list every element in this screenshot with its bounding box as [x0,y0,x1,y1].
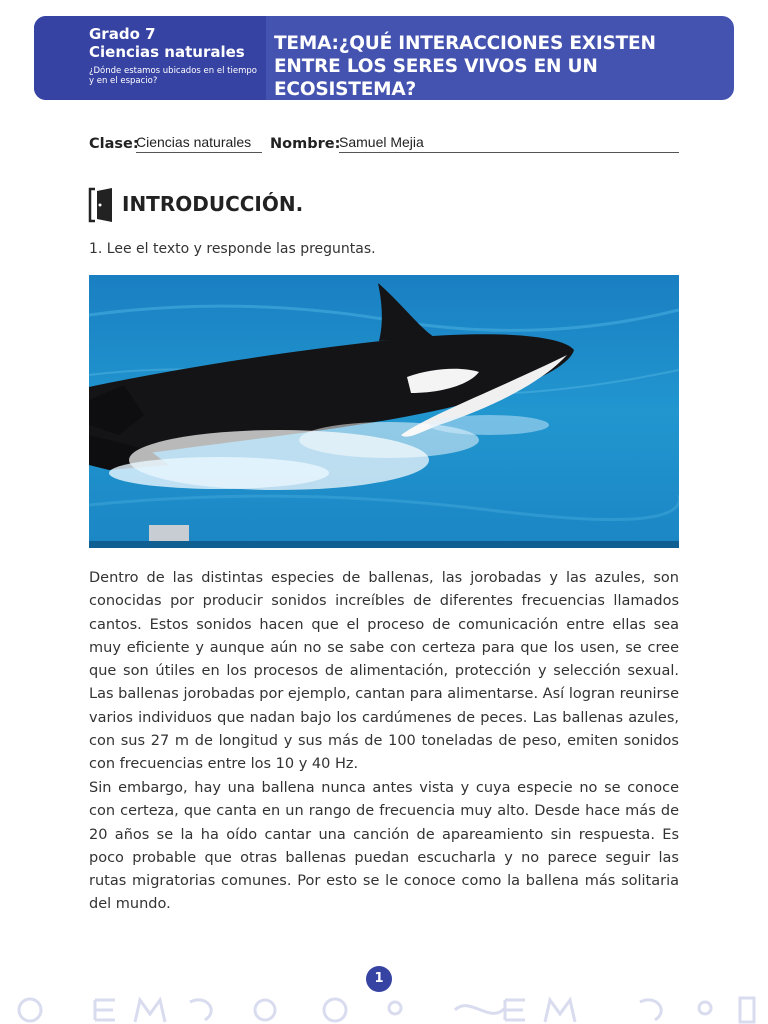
instruction-text: 1. Lee el texto y responde las preguntas. [89,241,376,257]
nombre-field[interactable]: Samuel Mejia [339,133,679,153]
nombre-label: Nombre: [270,136,341,152]
section-title: INTRODUCCIÓN. [122,192,304,216]
paragraph-2: Sin embargo, hay una ballena nunca antes vista y cuya especie no se conoce con certeza, que canta en un rango de frecuencia muy alto. Desde hace más de 20 años se la ha oído cantar una canción de apareamiento sin respuesta. Es poco probable que otras ballenas puedan escucharla y no parece seguir las rutas migratorias comunes. Por esto se le conoce como la ballena más solitaria del mundo. [89,780,679,913]
clase-label: Clase: [89,136,139,152]
paragraph-1: Dentro de las distintas especies de ballenas, las jorobadas y las azules, son conocidas por producir sonidos increíbles de diferentes frecuencias llamados cantos. Estos sonidos hacen que el proceso de comunicación entre ellas sea muy eficiente y aunque aún no se sabe con certeza para que los usen, se cree que son útiles en los procesos de alimentación, protección y selección sexual. Las ballenas jorobadas por ejemplo, cantan para alimentarse. Así logran reunirse varios individuos que nadan bajo los cardúmenes de peces. Las ballenas azules, con sus 27 m de longitud y sus más de 100 toneladas de peso, emiten sonidos con frecuencias entre los 10 y 40 Hz. [89,570,679,773]
page-number: 1 [366,966,392,992]
student-info-row [89,133,679,155]
topic-title: TEMA:¿QUÉ INTERACCIONES EXISTEN ENTRE LOS SERES VIVOS EN UN ECOSISTEMA? [274,33,656,100]
grade-label: Grado 7 [89,25,156,43]
footer-decoration [0,990,768,1024]
door-icon [88,186,114,224]
orca-photo [89,275,679,548]
header-banner [34,16,734,100]
guiding-question: ¿Dónde estamos ubicados en el tiempo y en el espacio? [89,66,257,86]
clase-field[interactable]: Ciencias naturales [136,133,262,153]
subject-label: Ciencias naturales [89,43,245,61]
